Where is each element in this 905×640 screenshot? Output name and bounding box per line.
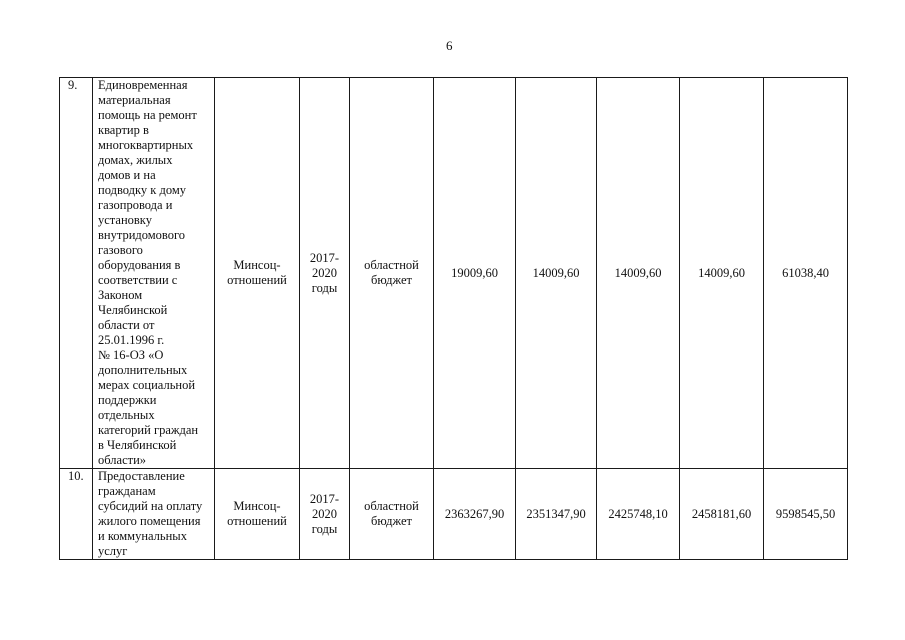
page-number: 6 bbox=[446, 38, 453, 53]
period: 2017- 2020 годы bbox=[300, 469, 350, 560]
amount-2020: 2458181,60 bbox=[680, 469, 764, 560]
executor: Минсоц- отношений bbox=[215, 78, 300, 469]
amount-2020: 14009,60 bbox=[680, 78, 764, 469]
amount-2017: 2363267,90 bbox=[434, 469, 516, 560]
amount-2019: 14009,60 bbox=[597, 78, 680, 469]
row-number: 10. bbox=[60, 469, 93, 560]
amount-2017: 19009,60 bbox=[434, 78, 516, 469]
row-number: 9. bbox=[60, 78, 93, 469]
measure-name: Предоставление гражданам субсидий на оплату жилого помещения и коммунальных услуг bbox=[93, 469, 215, 560]
executor: Минсоц- отношений bbox=[215, 469, 300, 560]
amount-2019: 2425748,10 bbox=[597, 469, 680, 560]
table-row bbox=[60, 78, 848, 469]
amount-total: 9598545,50 bbox=[764, 469, 848, 560]
period: 2017- 2020 годы bbox=[300, 78, 350, 469]
amount-total: 61038,40 bbox=[764, 78, 848, 469]
table-row bbox=[60, 469, 848, 560]
measure-name: Единовременная материальная помощь на ремонт квартир в многоквартирных домах, жилых домов и на подводку к дому газопровода и установку внутридомового газового оборудования в соответствии с Законом Челябинской области от 25.01.1996 г. № 16-ОЗ «О дополнительных мерах социальной поддержки отдельных категорий граждан в Челябинской области» bbox=[93, 78, 215, 469]
amount-2018: 2351347,90 bbox=[516, 469, 597, 560]
funding-source: областной бюджет bbox=[350, 469, 434, 560]
funding-source: областной бюджет bbox=[350, 78, 434, 469]
amount-2018: 14009,60 bbox=[516, 78, 597, 469]
program-table bbox=[59, 77, 848, 560]
